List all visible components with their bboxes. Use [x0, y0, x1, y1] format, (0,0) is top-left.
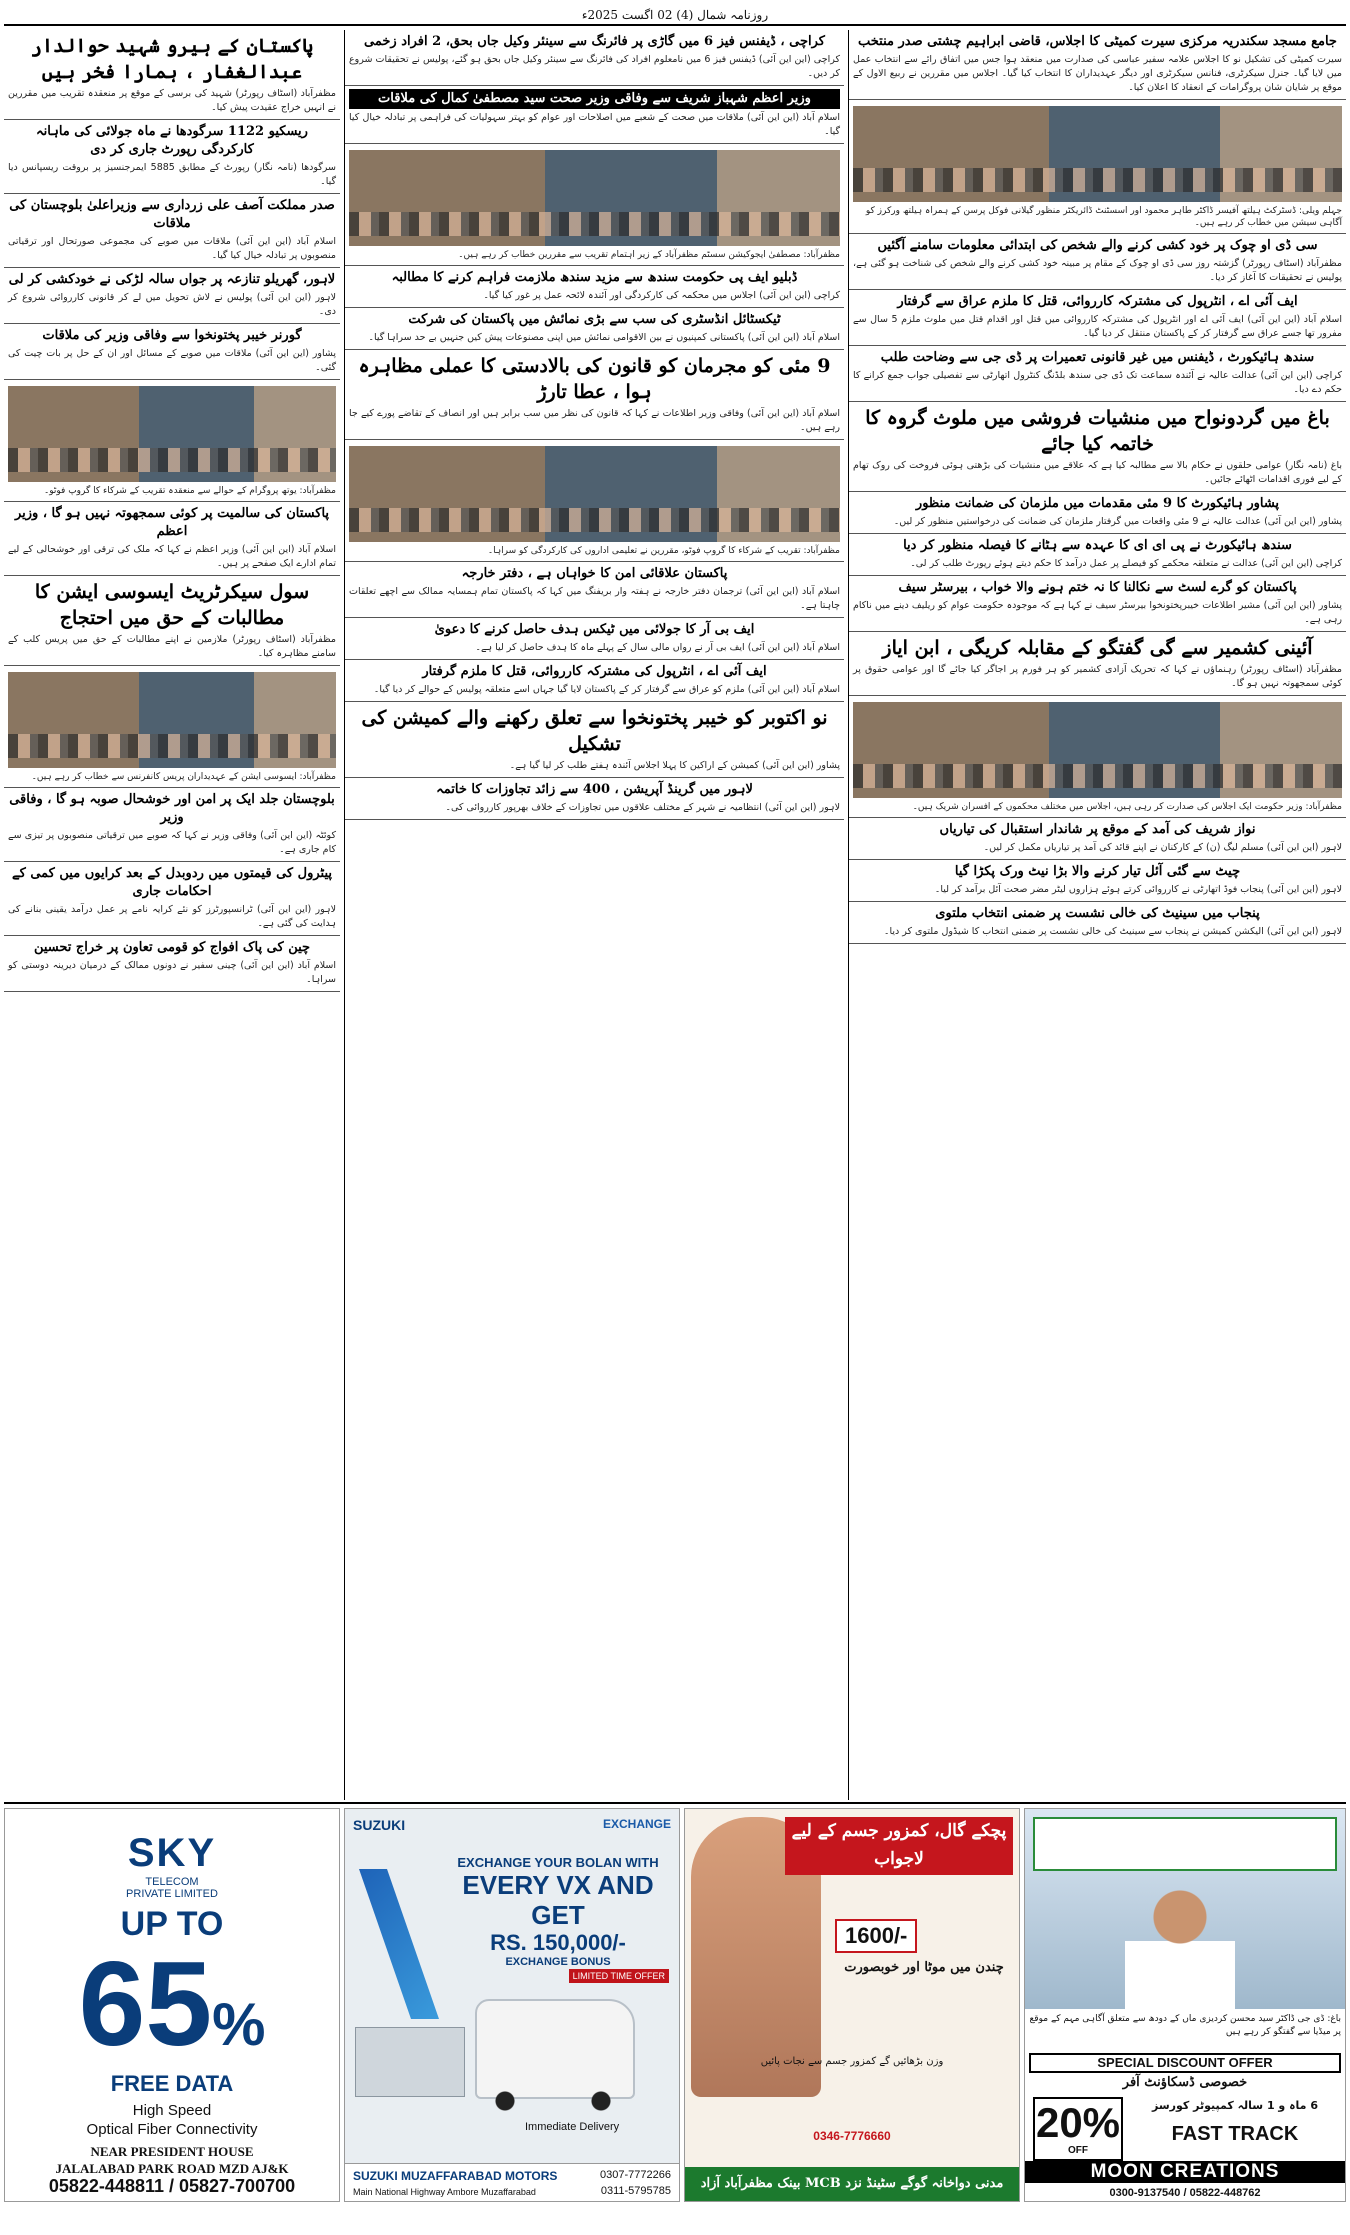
sky-upto: UP TO [120, 1905, 224, 1943]
story-body: مظفرآباد (اسٹاف رپورٹر) شہید کی برسی کے موقع پر منعقدہ تقریب میں مقررین نے انہیں خراج عقیدت پیش کیا۔ [8, 88, 336, 113]
story-body: لاہور (این این آئی) پولیس نے لاش تحویل میں لے کر قانونی کارروائی شروع کر دی۔ [8, 292, 336, 317]
dawakhana-phone: 0346-7776660 [813, 2129, 891, 2143]
x-graphic-icon [359, 1869, 439, 2019]
suzuki-logo: SUZUKI [353, 1817, 406, 1833]
story-headline[interactable]: پیٹرول کی قیمتوں میں ردوبدل کے بعد کرایوں میں کمی کے احکامات جاری [12, 866, 332, 899]
column-left [4, 30, 340, 1800]
story-headline[interactable]: پاکستان کی سالمیت پر کوئی سمجھوتہ نہیں ہو گا ، وزیر اعظم [14, 506, 330, 539]
story-headline[interactable]: ایف بی آر کا جولائی میں ٹیکس ہدف حاصل کرنے کا دعویٰ [434, 622, 755, 637]
dawakhana-price: 1600/- [835, 1919, 917, 1953]
column-middle [344, 30, 844, 1800]
news-story[interactable] [4, 324, 340, 380]
story-body: لاہور (این این آئی) مسلم لیگ (ن) کے کارکنان نے اپنے قائد کی آمد پر تیاریاں مکمل کر لیں۔ [983, 842, 1342, 853]
story-body: سیرت کمیٹی کی تشکیل نو کا اجلاس علامہ سفیر عباسی کی صدارت میں منعقد ہوا جس میں اتفاق رائے سے انتخاب عمل میں لایا گیا۔ جنرل سیکرٹری، فنانس سیکرٹری اور دیگر عہدیداران کا انتخاب کیا گیا۔ اجلاس میں مقررین نے ربیع الاول کے موقع پر شایان شان پروگرامات کے انعقاد کا اعلان کیا۔ [853, 54, 1342, 93]
story-body: باغ (نامہ نگار) عوامی حلقوں نے حکام بالا سے مطالبہ کیا ہے کہ علاقے میں منشیات کی بڑھتی ہوئی فروخت کی روک تھام کے لیے فوری اقدامات اٹھائے جائیں۔ [853, 460, 1342, 485]
news-story[interactable] [345, 308, 844, 350]
suzuki-line4: EXCHANGE BONUS [505, 1956, 611, 1968]
dawakhana-address: مدنی دواخانہ گوگے سٹینڈ نزد MCB بینک مظفرآباد آزاد کشمیر [685, 2167, 1019, 2201]
photo-caption: مظفرآباد: تقریب کے شرکاء کا گروپ فوٹو، مقررین نے تعلیمی اداروں کی کارکردگی کو سراہا۔ [487, 546, 840, 556]
story-headline[interactable]: سندھ ہائیکورٹ ، ڈیفنس میں غیر قانونی تعمیرات پر ڈی جی سے وضاحت طلب [880, 350, 1315, 365]
sky-fiber: Optical Fiber Connectivity [86, 2121, 258, 2138]
story-body: اسلام آباد (این این آئی) ملزم کو عراق سے گرفتار کر کے پاکستان لایا گیا جہاں اسے متعلقہ پولیس کے حوالے کر دیا گیا۔ [373, 684, 840, 695]
story-headline[interactable]: سی ڈی او چوک پر خود کشی کرنے والے شخص کی ابتدائی معلومات سامنے آگئیں [877, 238, 1318, 253]
fast-track: FAST TRACK [1171, 2123, 1299, 2145]
photo-caption: مظفرآباد: ایسوسی ایشن کے عہدیداران پریس کانفرنس سے خطاب کر رہے ہیں۔ [31, 772, 336, 782]
sky-discount-value: 65 [78, 1937, 213, 2071]
suzuki-line1: EXCHANGE YOUR BOLAN WITH [457, 1855, 659, 1870]
story-body: لاہور (این این آئی) انتظامیہ نے شہر کے مختلف علاقوں میں تجاوزات کے خلاف بھرپور کارروائی کی۔ [445, 802, 840, 813]
story-body: پشاور (این این آئی) ملاقات میں صوبے کے مسائل اور ان کے حل پر بات چیت کی گئی۔ [8, 348, 336, 373]
special-offer-urdu: خصوصی ڈسکاؤنٹ آفر [1122, 2075, 1248, 2090]
news-story[interactable] [849, 632, 1346, 696]
newspaper-page [4, 4, 1346, 2225]
story-headline[interactable]: باغ میں گردونواح میں منشیات فروشی میں ملوث گروہ کا خاتمہ کیا جائے [865, 407, 1330, 455]
news-story[interactable] [4, 30, 340, 120]
story-headline[interactable]: سول سیکرٹریٹ ایسوسی ایشن کا مطالبات کے حق میں احتجاج [34, 581, 310, 629]
special-offer: SPECIAL DISCOUNT OFFER [1029, 2053, 1341, 2073]
exchange-logo: EXCHANGE [602, 1817, 671, 1831]
photo-caption: باغ: ڈی جی ڈاکٹر سید محسن کردیزی ماں کے دودھ سے متعلق آگاہی مہم کے موقع پر میڈیا سے گفتگو کر رہے ہیں [1029, 2014, 1341, 2037]
news-story[interactable] [4, 268, 340, 324]
photo-caption: مظفرآباد: وزیر حکومت ایک اجلاس کی صدارت کر رہی ہیں، اجلاس میں مختلف محکموں کے افسران شریک ہیں۔ [912, 802, 1342, 812]
story-body: کوئٹہ (این این آئی) وفاقی وزیر نے کہا کہ صوبے میں ترقیاتی منصوبوں پر تیزی سے کام جاری ہے۔ [8, 830, 336, 855]
story-headline[interactable]: چیٹ سے گئی آئل تیار کرنے والا بڑا نیٹ ورک پکڑا گیا [954, 864, 1241, 879]
story-headline[interactable]: جامع مسجد سکندریہ مرکزی سیرت کمیٹی کا اجلاس، قاضی ابراہیم چشتی صدر منتخب [858, 34, 1337, 49]
news-story[interactable] [4, 576, 340, 666]
story-body: لاہور (این این آئی) ٹرانسپورٹرز کو نئے کرایہ نامے پر عمل درآمد یقینی بنانے کی ہدایت کی گئی ہے۔ [8, 904, 336, 929]
advertisement-strip [4, 1802, 1346, 2225]
sky-address [5, 2143, 339, 2177]
moon-phone: 0300-9137540 / 05822-448762 [1109, 2187, 1261, 2199]
story-headline[interactable]: صدر مملکت آصف علی زرداری سے وزیراعلیٰ بلوچستان کی ملاقات [9, 198, 335, 231]
discount-off: OFF [1068, 2145, 1088, 2156]
story-body: اسلام آباد (این این آئی) ایف آئی اے اور انٹرپول کی مشترکہ کارروائی میں قتل اور اقدام قتل میں ملوث ملزم 5 سال سے مفرور تھا جسے عراق سے گرفتار کر کے پاکستان منتقل کر دیا گیا۔ [853, 314, 1342, 339]
immediate-delivery: Immediate Delivery [525, 2121, 620, 2133]
dealer-address: Main National Highway Ambore Muzaffarabad [353, 2187, 536, 2197]
dealer-phone-2: 0311-5795785 [600, 2185, 671, 2197]
story-body: لاہور (این این آئی) الیکشن کمیشن نے پنجاب سے سینیٹ کی خالی نشست پر ضمنی انتخاب کا شیڈول ملتوی کر دیا۔ [883, 926, 1342, 937]
suzuki-bonus-amount: RS. 150,000/- [490, 1930, 626, 1955]
news-story[interactable] [345, 266, 844, 308]
news-story[interactable] [4, 788, 340, 862]
sky-high-speed: High Speed [132, 2102, 212, 2119]
news-story[interactable] [345, 660, 844, 702]
sky-speed [5, 2101, 339, 2139]
dawakhana-description: وزن بڑھائیں گے کمزور جسم سے نجات پائیں [760, 2056, 944, 2067]
story-body: اسلام آباد (این این آئی) ملاقات میں صوبے کی مجموعی صورتحال اور ترقیاتی منصوبوں پر تبادلہ خیال کیا گیا۔ [8, 236, 336, 261]
person-icon [1125, 1881, 1235, 2009]
news-story[interactable] [4, 194, 340, 268]
column-right [848, 30, 1346, 1800]
news-story[interactable] [345, 618, 844, 660]
story-headline[interactable]: ایف آئی اے ، انٹرپول کی مشترکہ کارروائی، قتل کا ملزم گرفتار [422, 664, 767, 679]
story-body: پشاور (این این آئی) عدالت عالیہ نے 9 مئی واقعات میں گرفتار ملزمان کی ضمانت کی درخواستیں منظور کر لیں۔ [893, 516, 1342, 527]
news-story[interactable] [4, 502, 340, 576]
story-headline[interactable]: پنجاب میں سینیٹ کی خالی نشست پر ضمنی انتخاب ملتوی [935, 906, 1260, 921]
news-photo [1025, 1809, 1345, 2009]
news-story[interactable] [4, 936, 340, 992]
story-body: مظفرآباد (اسٹاف رپورٹر) ملازمین نے اپنے مطالبات کے حق میں پریس کلب کے سامنے مظاہرہ کیا۔ [8, 634, 336, 659]
story-headline[interactable]: ڈبلیو ایف پی حکومت سندھ سے مزید سندھ ملازمت فراہم کرنے کا مطالبہ [391, 270, 798, 285]
news-photo [849, 696, 1346, 818]
story-body: کراچی (این این آئی) عدالت عالیہ نے آئندہ سماعت تک ڈی جی سندھ بلڈنگ کنٹرول اتھارٹی سے تفصیلی جواب جمع کرانے کا حکم دے دیا۔ [853, 370, 1342, 395]
story-headline[interactable]: پاکستان کے ہیرو شہید حوالدار عبدالغفار ، ہمارا فخر ہیں [30, 35, 314, 83]
story-body: اسلام آباد (این این آئی) ایف بی آر نے رواں مالی سال کے پہلے ماہ کا ہدف حاصل کر لیا ہے۔ [475, 642, 840, 653]
story-headline[interactable]: ٹیکسٹائل انڈسٹری کی سب سے بڑی نمائش میں پاکستان کی شرکت [408, 312, 781, 327]
news-photo [345, 440, 844, 562]
story-headline[interactable]: آئینی کشمیر سے گی گفتگو کے مقابلہ کریگی ، ابن ایاز [882, 637, 1313, 659]
suzuki-headline [445, 1855, 671, 1968]
news-story[interactable] [345, 350, 844, 440]
story-body: لاہور (این این آئی) پنجاب فوڈ اتھارٹی نے کارروائی کرتے ہوئے ہزاروں لیٹر مضر صحت آئل برآمد کر لیا۔ [934, 884, 1342, 895]
story-headline[interactable]: لاہور میں گرینڈ آپریشن ، 400 سے زائد تجاوزات کا خاتمہ [436, 782, 753, 797]
dealer-name: SUZUKI MUZAFFARABAD MOTORS [353, 2169, 558, 2183]
limited-offer-badge: LIMITED TIME OFFER [569, 1969, 669, 1983]
news-story[interactable] [849, 234, 1346, 290]
news-story[interactable] [345, 562, 844, 618]
news-story[interactable] [4, 862, 340, 936]
story-headline[interactable]: لاہور، گھریلو تنازعہ پر جواں سالہ لڑکی نے خودکشی کر لی [8, 272, 336, 287]
sky-percent-sign: % [212, 1991, 266, 2058]
story-headline[interactable]: کراچی ، ڈیفنس فیز 6 میں گاڑی پر فائرنگ سے سینئر وکیل جاں بحق، 2 افراد زخمی [364, 34, 825, 49]
photo-caption: جہلم ویلی: ڈسٹرکٹ ہیلتھ آفیسر ڈاکٹر طاہر محمود اور اسسٹنٹ ڈائریکٹر منظور گیلانی فوکل پرسن کے ہمراہ ہیلتھ ورکرز کو آگاہی سیشن میں خطاب کر رہے ہیں۔ [865, 206, 1342, 228]
story-headline[interactable]: وزیر اعظم شہباز شریف سے وفاقی وزیر صحت سید مصطفیٰ کمال کی ملاقات [349, 89, 840, 109]
story-headline[interactable]: پاکستان کو گرے لسٹ سے نکالنا کا نہ ختم ہونے والا خواب ، بیرسٹر سیف [898, 580, 1297, 595]
story-body: مظفرآباد (اسٹاف رپورٹر) گزشتہ روز سی ڈی او چوک کے مقام پر مبینہ خود کشی کرنے والے شخص کی شناخت ہو گئی ہے، پولیس نے تحقیقات کا آغاز کر دیا۔ [853, 258, 1342, 283]
story-body: اسلام آباد (این این آئی) چینی سفیر نے دونوں ممالک کے درمیان دیرینہ دوستی کو سراہا۔ [8, 960, 336, 985]
dawakhana-headline: پچکے گال، کمزور جسم کے لیے لاجواب [785, 1817, 1013, 1875]
sky-logo [5, 1831, 339, 1900]
sky-brand: SKY [127, 1831, 217, 1875]
news-story[interactable] [849, 534, 1346, 576]
photo-caption: مظفرآباد: یوتھ پروگرام کے حوالے سے منعقدہ تقریب کے شرکاء کا گروپ فوٹو۔ [43, 486, 336, 496]
story-body: اسلام آباد (این این آئی) ملاقات میں صحت کے شعبے میں اصلاحات اور عوام کو بہتر سہولیات کی فراہمی پر تبادلہ خیال کیا گیا۔ [349, 112, 840, 137]
story-body: پشاور (این این آئی) کمیشن کے اراکین کا پہلا اجلاس آئندہ ہفتے طلب کر لیا گیا ہے۔ [509, 760, 840, 771]
story-body: کراچی (این این آئی) ڈیفنس فیز 6 میں نامعلوم افراد کی فائرنگ سے سینئر وکیل جاں بحق ہو گئے، پولیس نے تحقیقات شروع کر دیں۔ [349, 54, 840, 79]
photo-image [349, 446, 840, 542]
discount-badge: 20% [1033, 2097, 1123, 2161]
sky-sub2: PRIVATE LIMITED [126, 1888, 218, 1900]
news-story[interactable] [849, 346, 1346, 402]
moon-creations-ad[interactable] [1024, 1808, 1346, 2202]
suzuki-footer [345, 2163, 679, 2201]
showroom-icon [355, 2027, 465, 2097]
news-story[interactable] [849, 902, 1346, 944]
story-body: کراچی (این این آئی) عدالت نے متعلقہ محکمے کو فیصلے پر عمل درآمد کا حکم دیتے ہوئے رپورٹ طلب کر لی۔ [910, 558, 1342, 569]
story-headline[interactable]: نو اکتوبر کو خیبر پختونخوا سے تعلق رکھنے والے کمیشن کی تشکیل [361, 707, 828, 755]
story-headline[interactable]: پشاور ہائیکورٹ کا 9 مئی مقدمات میں ملزمان کی ضمانت منظور [915, 496, 1280, 511]
photo-caption: مظفرآباد: مصطفیٰ ایجوکیشن سسٹم مظفرآباد کے زیر اہتمام تقریب سے مقررین خطاب کر رہے ہیں۔ [458, 250, 840, 260]
news-photo [4, 380, 340, 502]
masthead-date-line: روزنامہ شمال (4) 02 اگست 2025ء [4, 4, 1346, 26]
news-photo [4, 666, 340, 788]
story-headline[interactable]: 9 مئی کو مجرمان کو قانون کی بالادستی کا عملی مظاہرہ ہوا ، عطا تارڑ [358, 355, 831, 403]
story-body: پشاور (این این آئی) مشیر اطلاعات خیبرپختونخوا بیرسٹر سیف نے کہا ہے کہ موجودہ حکومت عوام کو ریلیف دینے میں ناکام رہی ہے۔ [853, 600, 1342, 625]
photo-image [8, 386, 336, 482]
story-body: سرگودھا (نامہ نگار) رپورٹ کے مطابق 5885 ایمرجنسیز پر بروقت ریسپانس دیا گیا۔ [8, 162, 336, 187]
story-headline[interactable]: پاکستان علاقائی امن کا خواہاں ہے ، دفتر خارجہ [461, 566, 728, 581]
suzuki-ad[interactable] [344, 1808, 680, 2202]
dawakhana-ad[interactable] [684, 1808, 1020, 2225]
news-story[interactable] [849, 818, 1346, 860]
news-story[interactable] [849, 492, 1346, 534]
sky-telecom-ad[interactable] [4, 1808, 340, 2202]
story-headline[interactable]: ایف آئی اے ، انٹرپول کی مشترکہ کارروائی، قتل کا ملزم عراق سے گرفتار [897, 294, 1298, 309]
story-body: اسلام آباد (این این آئی) ترجمان دفتر خارجہ نے ہفتہ وار بریفنگ میں کہا کہ پاکستان تمام ہمسایہ ممالک سے اچھے تعلقات چاہتا ہے۔ [349, 586, 840, 611]
photo-image [8, 672, 336, 768]
news-story[interactable] [849, 860, 1346, 902]
photo-image [853, 702, 1342, 798]
suzuki-line2: EVERY VX AND GET [462, 1870, 654, 1930]
story-body: اسلام آباد (این این آئی) وفاقی وزیر اطلاعات نے کہا کہ قانون کی نظر میں سب برابر ہیں اور انصاف کے تقاضے پورے کیے جا رہے ہیں۔ [349, 408, 840, 433]
story-body: اسلام آباد (این این آئی) وزیر اعظم نے کہا کہ ملک کی ترقی اور خوشحالی کے لیے تمام ادارے ایک صفحے پر ہیں۔ [8, 544, 336, 569]
van-icon [475, 1999, 635, 2099]
sky-sub1: TELECOM [145, 1876, 199, 1888]
dawakhana-tagline: چندن میں موٹا اور خوبصورت [844, 1960, 1004, 1975]
news-story[interactable] [345, 702, 844, 778]
story-headline[interactable]: ریسکیو 1122 سرگودھا نے ماہ جولائی کی ماہانہ کارکردگی رپورٹ جاری کر دی [36, 124, 308, 157]
news-story[interactable] [345, 86, 844, 144]
news-photo [345, 144, 844, 266]
story-headline[interactable]: نواز شریف کی آمد کے موقع پر شاندار استقبال کی تیاریاں [939, 822, 1256, 837]
sky-address-line2: JALALABAD PARK ROAD MZD AJ&K [55, 2161, 289, 2176]
sky-discount [5, 1939, 339, 2090]
news-story[interactable] [849, 290, 1346, 346]
sky-address-line1: NEAR PRESIDENT HOUSE [90, 2144, 254, 2159]
news-story[interactable] [345, 778, 844, 820]
story-headline[interactable]: بلوچستان جلد ایک پر امن اور خوشحال صوبہ ہو گا ، وفاقی وزیر [9, 792, 335, 825]
news-story[interactable] [849, 402, 1346, 492]
story-headline[interactable]: چین کی پاک افواج کو قومی تعاون پر خراج تحسین [33, 940, 311, 955]
story-headline[interactable]: سندھ ہائیکورٹ نے پی ای ای کا عہدہ سے ہٹانے کا فیصلہ منظور کر دیا [903, 538, 1292, 553]
news-story[interactable] [345, 30, 844, 86]
story-body: کراچی (این این آئی) اجلاس میں محکمہ کی کارکردگی اور آئندہ لائحہ عمل پر غور کیا گیا۔ [483, 290, 840, 301]
photo-image [853, 106, 1342, 202]
moon-creations-name: MOON CREATIONS [1025, 2161, 1345, 2183]
news-story[interactable] [849, 576, 1346, 632]
story-headline[interactable]: گورنر خیبر پختونخوا سے وفاقی وزیر کی ملاقات [42, 328, 302, 343]
dealer-phone-1: 0307-7772266 [600, 2169, 671, 2181]
story-body: اسلام آباد (این این آئی) پاکستانی کمپنیوں نے بین الاقوامی نمائش میں اپنی مصنوعات پیش کیں جنہیں بے حد سراہا گیا۔ [368, 332, 840, 343]
news-story[interactable] [4, 120, 340, 194]
photo-image [349, 150, 840, 246]
news-story[interactable] [849, 30, 1346, 100]
story-body: مظفرآباد (اسٹاف رپورٹر) رہنماؤں نے کہا کہ تحریک آزادی کشمیر کو ہر فورم پر اجاگر کیا جائے گا اور عوامی حقوق پر کوئی سمجھوتہ نہیں ہو گا۔ [853, 664, 1342, 689]
sky-phone: 05822-448811 / 05827-700700 [48, 2176, 296, 2196]
courses-text: 6 ماہ و 1 سالہ کمپیوٹر کورسز [1152, 2099, 1318, 2112]
news-photo [849, 100, 1346, 234]
banner-icon [1033, 1817, 1337, 1871]
sky-free-data: FREE DATA [110, 2071, 234, 2096]
